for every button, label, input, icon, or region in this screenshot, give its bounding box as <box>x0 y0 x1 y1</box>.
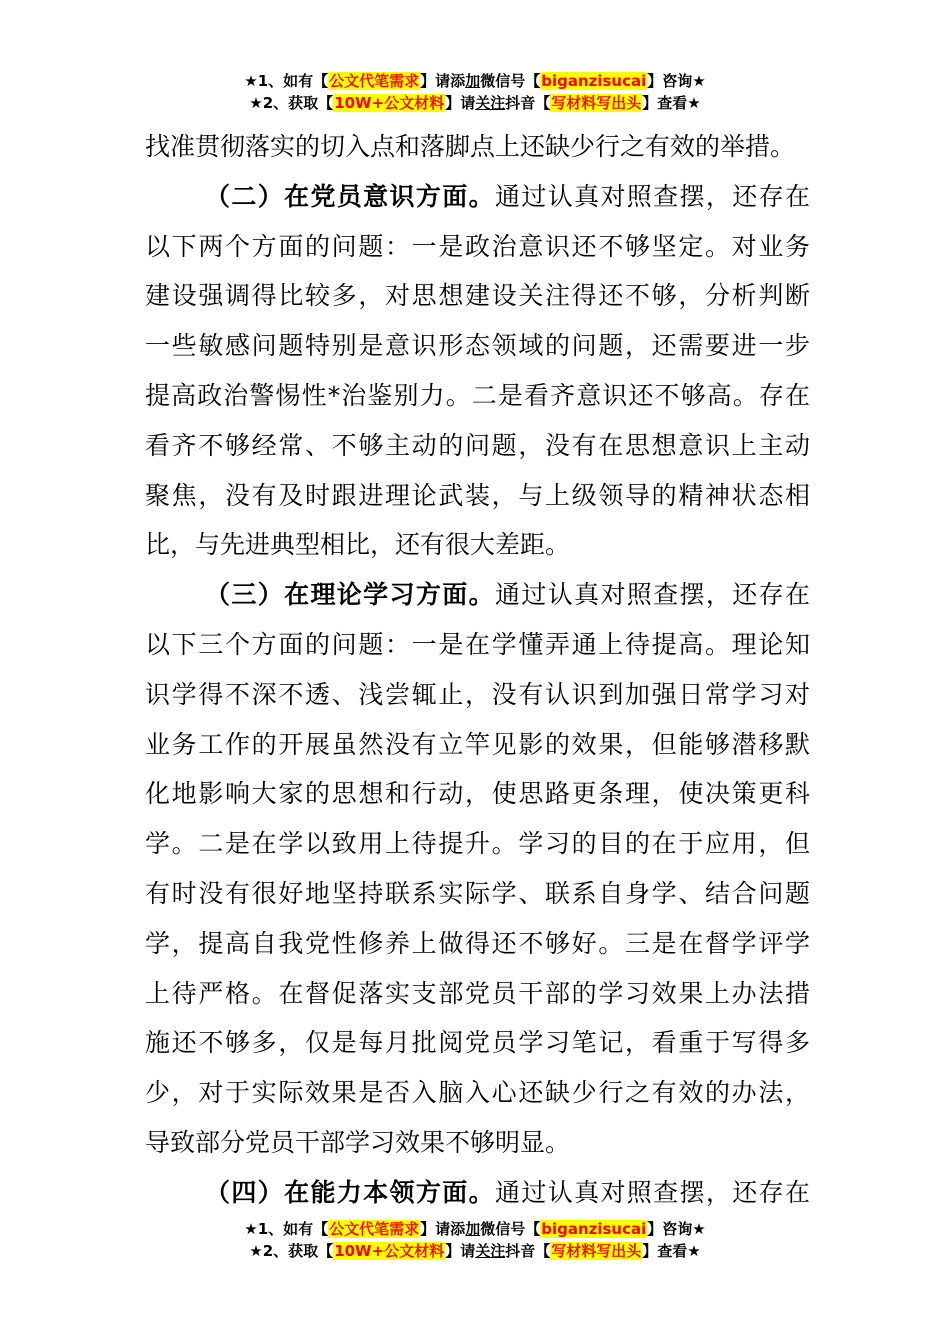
paragraph-line: 导致部分党员干部学习效果不够明显。 <box>145 1127 571 1157</box>
paragraph-line: 业务工作的开展虽然没有立竿见影的效果，但能够潜移默 <box>145 729 810 759</box>
section-heading-line <box>145 1168 810 1218</box>
paragraph-line: 聚焦，没有及时跟进理论武装，与上级领导的精神状态相 <box>145 480 810 510</box>
banner-line-1 <box>0 70 950 92</box>
paragraph-line: 建设强调得比较多，对思想建设关注得还不够，分析判断 <box>145 281 810 311</box>
banner-text: 微信号【 <box>480 72 541 90</box>
paragraph-line: 学，提高自我党性修养上做得还不够好。三是在督学评学 <box>145 928 810 958</box>
banner-text: 抖音【 <box>505 1242 551 1260</box>
paragraph-text: 通过认真对照查摆，还存在 <box>495 1177 810 1207</box>
paragraph-line: 学。二是在学以致用上待提升。学习的目的在于应用，但 <box>145 829 810 859</box>
footer-banner <box>0 1218 950 1262</box>
paragraph-line: 少，对于实际效果是否入脑入心还缺少行之有效的办法， <box>145 1078 810 1108</box>
banner-text: ★1、如有【 <box>244 72 329 90</box>
banner-text-underlined: 加 <box>465 72 481 90</box>
paragraph-line: 化地影响大家的思想和行动，使思路更条理，使决策更科 <box>145 779 810 809</box>
banner-text-underlined: 关注 <box>475 1242 506 1260</box>
highlight-douyin: 写材料写出头 <box>551 1242 642 1260</box>
banner-text: 】咨询★ <box>647 1220 706 1238</box>
paragraph-line: 找准贯彻落实的切入点和落脚点上还缺少行之有效的举措。 <box>145 132 796 161</box>
banner-text: 】请添 <box>420 72 466 90</box>
paragraph-line: 上待严格。在督促落实支部党员干部的学习效果上办法措 <box>145 978 810 1008</box>
banner-text: ★1、如有【 <box>244 1220 329 1238</box>
paragraph-line: 比，与先进典型相比，还有很大差距。 <box>145 530 571 560</box>
banner-line-1 <box>0 1218 950 1240</box>
highlight-douyin: 写材料写出头 <box>551 94 642 112</box>
banner-text: 】查看★ <box>642 94 701 112</box>
banner-line-2 <box>0 92 950 114</box>
highlight-materials: 10W+公文材料 <box>334 94 445 112</box>
banner-text-underlined: 加 <box>465 1220 481 1238</box>
paragraph-line: 看齐不够经常、不够主动的问题，没有在思想意识上主动 <box>145 430 810 460</box>
banner-text: 】查看★ <box>642 1242 701 1260</box>
banner-text: 】咨询★ <box>647 72 706 90</box>
banner-line-2 <box>0 1240 950 1262</box>
paragraph-line: 提高政治警惕性*治鉴别力。二是看齐意识还不够高。存在 <box>145 380 810 410</box>
section-heading: （二）在党员意识方面。 <box>205 181 495 211</box>
paragraph-line: 有时没有很好地坚持联系实际学、联系自身学、结合问题 <box>145 878 810 908</box>
banner-text: ★2、获取【 <box>249 1242 334 1260</box>
paragraph-text: 通过认真对照查摆，还存在 <box>495 181 810 211</box>
highlight-materials: 10W+公文材料 <box>334 1242 445 1260</box>
section-heading-line <box>145 570 810 620</box>
banner-text: ★2、获取【 <box>249 94 334 112</box>
document-body <box>145 122 810 1218</box>
banner-text: 】请 <box>445 1242 476 1260</box>
section-heading: （三）在理论学习方面。 <box>205 580 495 610</box>
banner-text: 抖音【 <box>505 94 551 112</box>
section-heading-line <box>145 172 810 222</box>
highlight-service: 公文代笔需求 <box>329 1220 420 1238</box>
paragraph-text: 通过认真对照查摆，还存在 <box>495 580 810 610</box>
section-heading: （四）在能力本领方面。 <box>205 1177 495 1207</box>
highlight-wechat-id: biganzisucai <box>541 72 647 90</box>
banner-text: 微信号【 <box>480 1220 541 1238</box>
paragraph-line: 以下两个方面的问题：一是政治意识还不够坚定。对业务 <box>145 231 810 261</box>
banner-text-underlined: 关注 <box>475 94 506 112</box>
paragraph-line: 以下三个方面的问题：一是在学懂弄通上待提高。理论知 <box>145 629 810 659</box>
banner-text: 】请 <box>445 94 476 112</box>
paragraph-line: 施还不够多，仅是每月批阅党员学习笔记，看重于写得多 <box>145 1028 810 1058</box>
highlight-wechat-id: biganzisucai <box>541 1220 647 1238</box>
header-banner <box>0 70 950 114</box>
paragraph-line: 一些敏感问题特别是意识形态领域的问题，还需要进一步 <box>145 331 810 361</box>
paragraph-line: 识学得不深不透、浅尝辄止，没有认识到加强日常学习对 <box>145 679 810 709</box>
banner-text: 】请添 <box>420 1220 466 1238</box>
highlight-service: 公文代笔需求 <box>329 72 420 90</box>
